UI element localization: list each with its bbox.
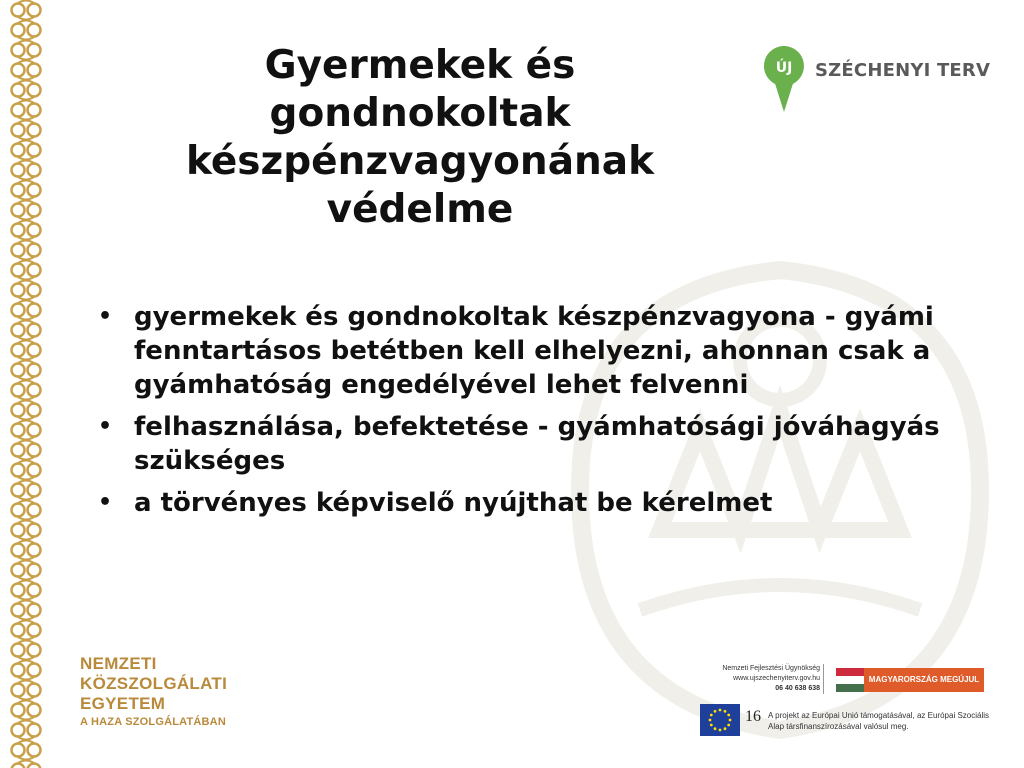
nke-slogan: A HAZA SZOLGÁLATÁBAN (80, 716, 226, 728)
bullet-icon: • (98, 304, 113, 329)
nfu-info (708, 664, 820, 694)
magyarorszag-megujul-banner: MAGYARORSZÁG MEGÚJUL (864, 668, 984, 692)
slide-title: Gyermekek és gondnokoltak készpénzvagyonának védelme (185, 43, 655, 232)
logo-divider (823, 664, 824, 694)
nke-line: KÖZSZOLGÁLATI (80, 674, 228, 693)
nke-line: NEMZETI (80, 654, 157, 673)
eu-funding-text: A projekt az Európai Unió támogatásával, az Európai Szociális Alap társfinanszírozásával valósul meg. (768, 711, 990, 731)
hungarian-flag-icon (836, 668, 864, 692)
bullet-item (98, 300, 978, 402)
bullet-text: felhasználása, befektetése - gyámhatósági jóváhagyás szükséges (134, 412, 940, 476)
szechenyi-terv-text: SZÉCHENYI TERV (815, 60, 991, 81)
nfu-line: www.ujszechenyiterv.gov.hu (733, 675, 820, 682)
nke-line: EGYETEM (80, 694, 166, 713)
bullet-item (98, 410, 978, 478)
nfu-line: 06 40 638 638 (775, 685, 820, 692)
nfu-line: Nemzeti Fejlesztési Ügynökség (722, 665, 820, 672)
bullet-text: gyermekek és gondnokoltak készpénzvagyona - gyámi fenntartásos betétben kell elhelyezni, ahonnan csak a gyámhatóság engedélyével lehet felvenni (134, 302, 934, 400)
bullet-text: a törvényes képviselő nyújthat be kérelmet (134, 488, 773, 518)
page-number: 16 (745, 708, 761, 725)
nke-logo (80, 654, 227, 728)
bullet-item (98, 486, 978, 520)
eu-flag-icon (700, 704, 740, 736)
szechenyi-badge: ÚJ (775, 60, 793, 76)
bullet-list (98, 300, 978, 528)
bullet-icon: • (98, 414, 113, 439)
ornament-border (0, 0, 52, 768)
bullet-icon: • (98, 490, 113, 515)
